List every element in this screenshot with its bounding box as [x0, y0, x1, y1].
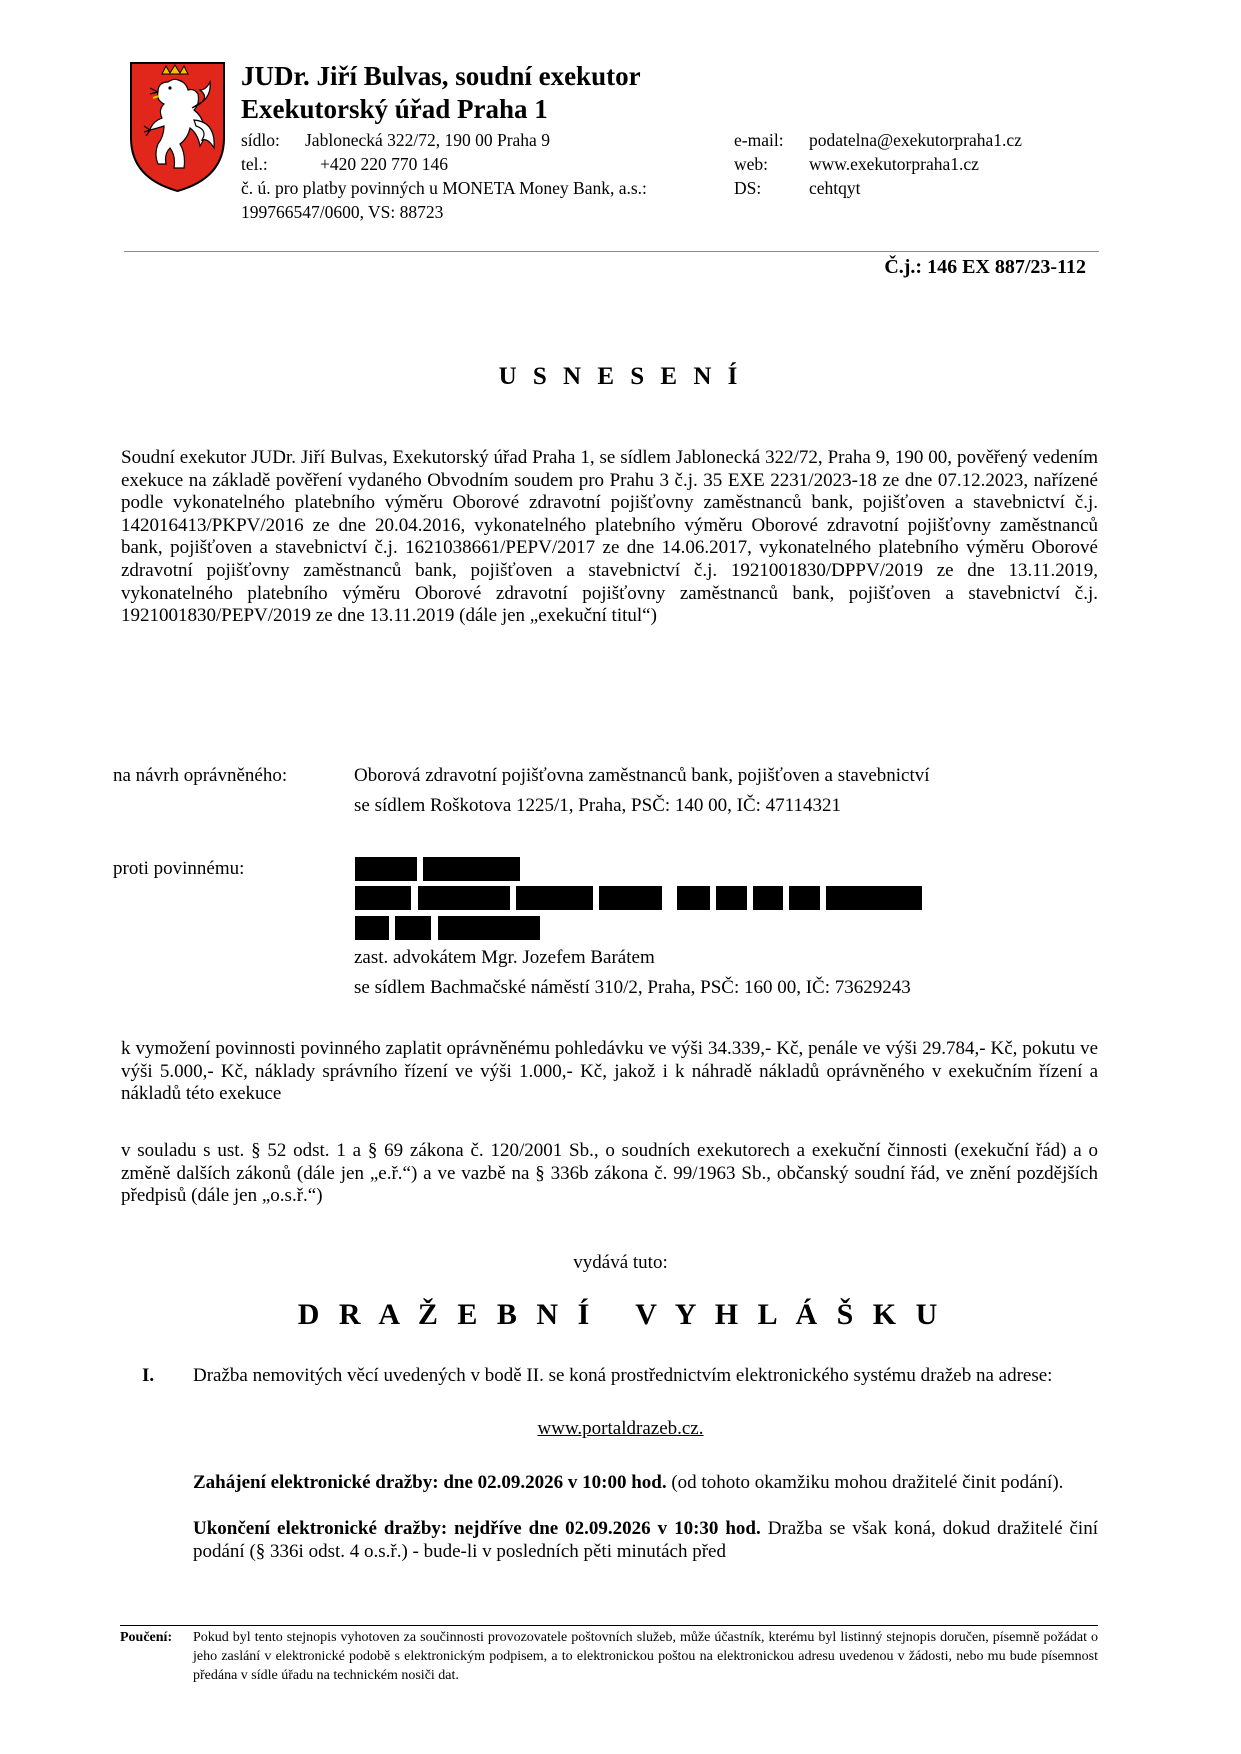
redaction-bar [438, 916, 540, 940]
creditor-name: Oborová zdravotní pojišťovna zaměstnanců bank, pojišťoven a stavebnictví [354, 765, 930, 786]
header-divider [124, 251, 1099, 252]
auction-end [193, 1518, 1098, 1563]
debtor-attorney: zast. advokátem Mgr. Jozefem Barátem [354, 947, 655, 968]
coat-of-arms-emblem [128, 60, 227, 194]
executor-office: Exekutorský úřad Praha 1 [241, 94, 548, 124]
legal-paragraph: v souladu s ust. § 52 odst. 1 a § 69 zákona č. 120/2001 Sb., o soudních exekutorech a exekuční činnosti (exekuční řád) a o změně dalších zákonů (dále jen „e.ř.“) a ve vazbě na § 336b zákona č. 99/1963 Sb., občanský soudní řád, ve znění pozdějších předpisů (dále jen „o.s.ř.“) [121, 1140, 1098, 1207]
web-value: www.exekutorpraha1.cz [809, 154, 979, 174]
redaction-bar [599, 886, 662, 910]
sidlo-label: sídlo: [241, 130, 280, 150]
bank-account: 199766547/0600, VS: 88723 [241, 202, 444, 222]
redaction-bar [677, 886, 710, 910]
web-label: web: [734, 154, 769, 174]
email-value: podatelna@exekutorpraha1.cz [809, 130, 1022, 150]
footer-text: Pokud byl tento stejnopis vyhotoven za součinnosti provozovatele poštovních služeb, může účastník, kterému byl listinný stejnopis doručen, písemně požádat o jeho zaslání v elektronické podobě s elektronickým podpisem, a to elektronickou poštou na elektronickou adresu uvedenou v žádosti, nebo mu bude písemnost předána v sídle úřadu na technickém nosiči dat. [193, 1630, 1098, 1683]
executor-name: JUDr. Jiří Bulvas, soudní exekutor [241, 61, 641, 91]
email-label: e-mail: [734, 130, 784, 150]
ds-value: cehtqyt [809, 178, 861, 198]
section-I-numeral: I. [142, 1365, 155, 1386]
tel-value: +420 220 770 146 [320, 154, 448, 174]
auction-start-time: Zahájení elektronické dražby: dne 02.09.2026 v 10:00 hod. [193, 1472, 667, 1493]
auction-end-note: Dražba se však koná, dokud dražitelé činí podání (§ 336i odst. 4 o.s.ř.) - bude-li v posledních pěti minutách před [193, 1518, 1098, 1562]
tel-label: tel.: [241, 154, 268, 174]
purpose-paragraph: k vymožení povinnosti povinného zaplatit oprávněnému pohledávku ve výši 34.339,- Kč, penále ve výši 29.784,- Kč, pokutu ve výši 5.000,- Kč, náklady správního řízení ve výši 1.000,- Kč, jakož i k náhradě nákladů oprávněného v exekučním řízení a nákladů této exekuce [121, 1038, 1098, 1105]
sidlo-value: Jablonecká 322/72, 190 00 Praha 9 [305, 130, 550, 150]
footer-label: Poučení: [120, 1630, 173, 1645]
creditor-address: se sídlem Roškotova 1225/1, Praha, PSČ: 140 00, IČ: 47114321 [354, 795, 841, 816]
redaction-bar [789, 886, 820, 910]
redaction-bar [418, 886, 510, 910]
intro-paragraph: Soudní exekutor JUDr. Jiří Bulvas, Exekutorský úřad Praha 1, se sídlem Jablonecká 322/72, Praha 9, 190 00, pověřený vedením exekuce na základě pověření vydaného Obvodním soudem pro Prahu 3 č.j. 35 EXE 2231/2023-18 ze dne 07.12.2023, nařízené podle vykonatelného platebního výměru Oborové zdravotní pojišťovny zaměstnanců bank, pojišťoven a stavebnictví č.j. 142016413/PKPV/2016 ze dne 20.04.2016, vykonatelného platebního výměru Oborové zdravotní pojišťovny zaměstnanců bank, pojišťoven a stavebnictví č.j. 1621038661/PEPV/2017 ze dne 14.06.2017, vykonatelného platebního výměru Oborové zdravotní pojišťovny zaměstnanců bank, pojišťoven a stavebnictví č.j. 1921001830/DPPV/2019 ze dne 13.11.2019, vykonatelného platebního výměru Oborové zdravotní pojišťovny zaměstnanců bank, pojišťoven a stavebnictví č.j. 1921001830/PEPV/2019 ze dne 13.11.2019 (dále jen „exekuční titul“) [121, 447, 1098, 627]
portal-link[interactable]: www.portaldrazeb.cz. [537, 1418, 704, 1439]
debtor-label: proti povinnému: [113, 858, 245, 879]
document-subtitle: D R A Ž E B N Í V Y H L Á Š K U [297, 1298, 944, 1331]
ds-label: DS: [734, 178, 762, 198]
document-title: U S N E S E N Í [498, 363, 743, 390]
redaction-bar [355, 857, 417, 881]
footer-divider [120, 1625, 1098, 1626]
czech-coat-of-arms-lion-icon [128, 60, 227, 194]
redaction-bar [395, 916, 431, 940]
redaction-bar [355, 886, 411, 910]
creditor-label: na návrh oprávněného: [113, 765, 288, 786]
redaction-bar [355, 916, 389, 940]
redaction-bar [516, 886, 593, 910]
redaction-bar [423, 857, 520, 881]
bank-line: č. ú. pro platby povinných u MONETA Money Bank, a.s.: [241, 178, 647, 198]
redaction-bar [716, 886, 747, 910]
redaction-bar [753, 886, 783, 910]
issues-line: vydává tuto: [573, 1252, 668, 1273]
section-I-text: Dražba nemovitých věcí uvedených v bodě II. se koná prostřednictvím elektronického systému dražeb na adrese: [193, 1365, 1053, 1386]
auction-end-time: Ukončení elektronické dražby: nejdříve dne 02.09.2026 v 10:30 hod. [193, 1518, 761, 1539]
auction-start-note: (od tohoto okamžiku mohou dražitelé činit podání). [666, 1472, 1064, 1493]
auction-start [193, 1472, 1098, 1495]
debtor-attorney-address: se sídlem Bachmačské náměstí 310/2, Praha, PSČ: 160 00, IČ: 73629243 [354, 977, 911, 998]
case-number: Č.j.: 146 EX 887/23-112 [884, 256, 1086, 278]
redaction-bar [826, 886, 922, 910]
